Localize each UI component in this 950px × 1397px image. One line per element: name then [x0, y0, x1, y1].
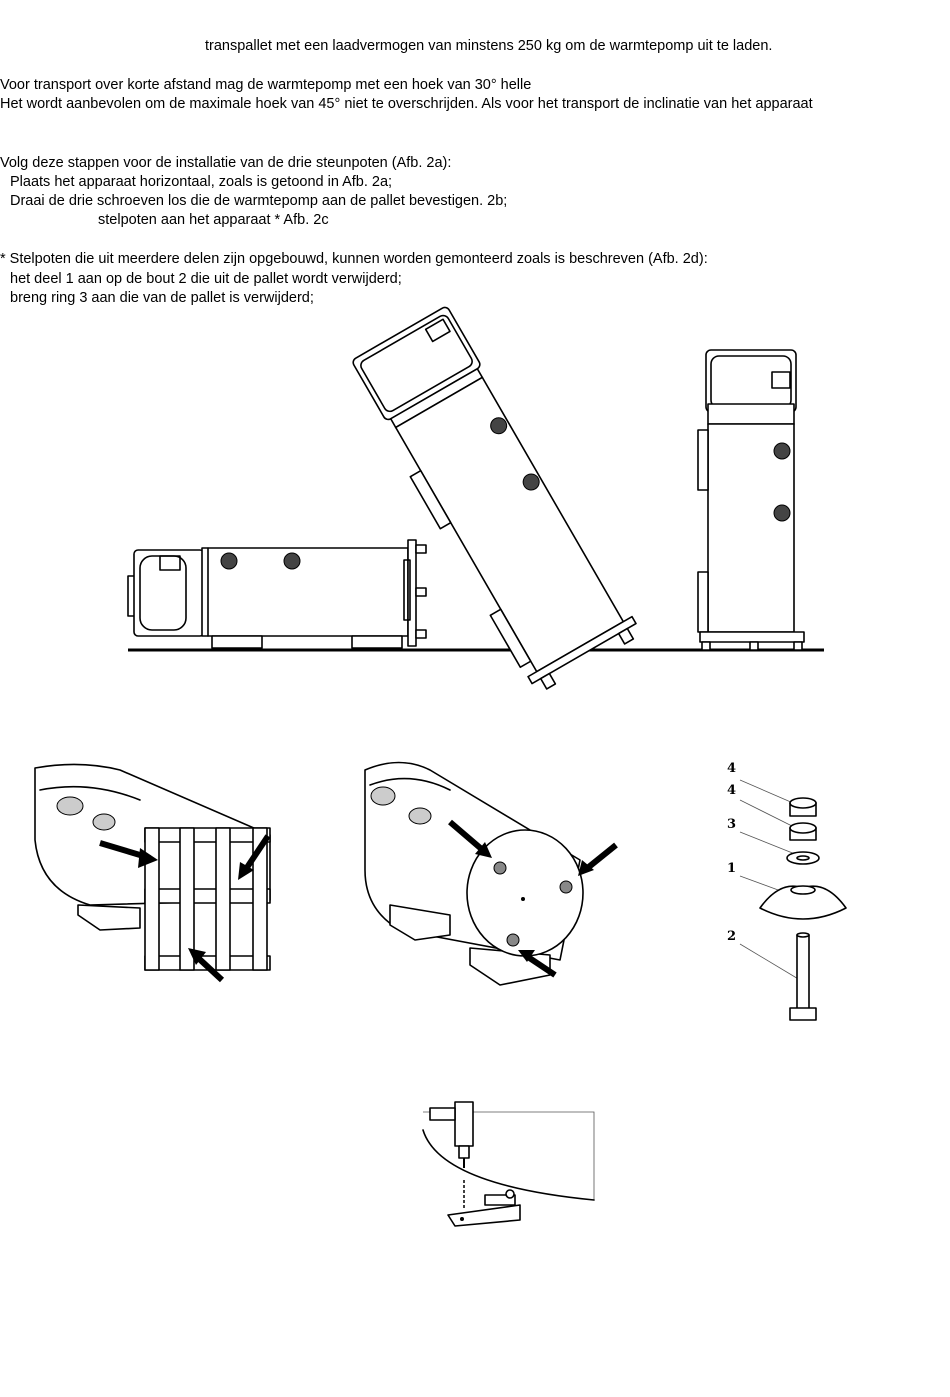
text-line-6: Draai de drie schroeven los die de warmtepomp aan de pallet bevestigen. 2b; [10, 193, 508, 209]
part-label-4-second: 4 [727, 783, 737, 798]
text-line-10: breng ring 3 aan die van de pallet is verwijderd; [10, 290, 314, 306]
part-label-4-top: 4 [727, 761, 737, 776]
part-label-1: 1 [727, 861, 737, 876]
text-line-8: * Stelpoten die uit meerdere delen zijn opgebouwd, kunnen worden gemonteerd zoals is beschreven (Afb. 2d): [0, 251, 708, 267]
part-label-3: 3 [727, 817, 737, 832]
text-line-1: transpallet met een laadvermogen van minstens 250 kg om de warmtepomp uit te laden. [205, 38, 773, 54]
text-line-9: het deel 1 aan op de bout 2 die uit de pallet wordt verwijderd; [10, 271, 402, 287]
text-line-5: Plaats het apparaat horizontaal, zoals is getoond in Afb. 2a; [10, 174, 393, 190]
text-line-3: Het wordt aanbevolen om de maximale hoek van 45° niet te overschrijden. Als voor het transport de inclinatie van het apparaat [0, 96, 813, 112]
text-line-4: Volg deze stappen voor de installatie van de drie steunpoten (Afb. 2a): [0, 155, 452, 171]
part-label-2: 2 [727, 929, 737, 944]
drill-illustration [423, 1102, 594, 1226]
text-line-2: Voor transport over korte afstand mag de warmtepomp met een hoek van 30° helle [0, 77, 532, 93]
text-line-7: stelpoten aan het apparaat * Afb. 2c [98, 212, 329, 228]
